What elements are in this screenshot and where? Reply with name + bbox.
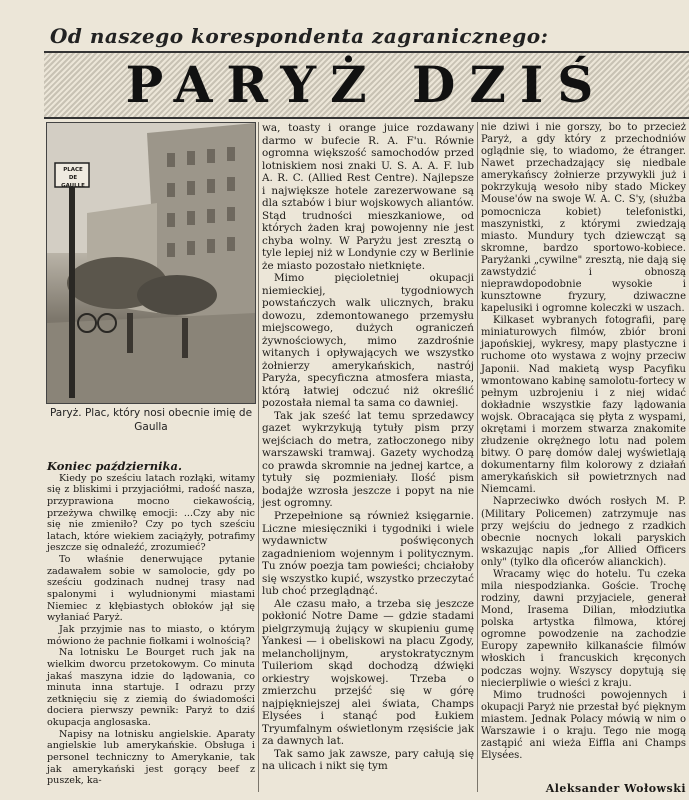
article-column-1	[47, 461, 255, 787]
street-sign-line1: PLACE	[63, 167, 83, 173]
article-column-3	[481, 122, 686, 762]
paragraph: Na lotnisku Le Bourget ruch jak na wielkim dworcu przetokowym. Co minuta jakaś maszyna idzie do lądowania, co minuta inna startuje. I odrazu przy zetknięciu się z ziemią do świadomości dociera pierwszy pewnik: Paryż to dziś okupacja anglosaska.	[47, 647, 255, 729]
author-signature: Aleksander Wołowski	[545, 782, 686, 795]
paragraph: Wracamy więc do hotelu. Tu czeka mila niespodzianka. Goście. Trochę rodziny, dawni przyjaciele, generał Mond, Irasema Dilian, młodziutka polska artystka filmowa, której ogromne powodzenie na zachodzie Europy zapewniło kilkanaście filmów włoskich i francuskich kręconych podczas wojny. Wszyscy dopytują się niecierpliwie o wieści z kraju.	[481, 568, 686, 689]
paragraph: wa, toasty i orange juice rozdawany darmo w bufecie R. A. F'u. Równie ogromna większość samochodów przed lotniskiem nosi znaki U. S. A. A. F. lub A. R. C. (Allied Rest Centre). Najlepsze i największe hotele zarezerwowane są dla sztabów i biur wojskowych aliantów. Stąd trudności mieszkaniowe, od których żaden kraj powojenny nie jest chyba wolny. W Paryżu jest zresztą o tyle lepiej niż w Londynie czy w Berlinie że miasto pozostało nietknięte.	[262, 122, 474, 272]
paragraph: Tak samo jak zawsze, pary całują się na ulicach i nikt się tym	[262, 747, 474, 773]
street-sign-line2: DE GAULLE	[61, 175, 85, 189]
paragraph: Ale czasu mało, a trzeba się jeszcze pokłonić Notre Dame — gdzie stadami pielgrzymują żujący w skupieniu gumę Yankesi — i obeliskowi na placu Zgody, melancholijnym, arystokratycznym Tuileriom skąd dochodzą dźwięki orkiestry wojskowej. Trzeba o zmierzchu przejść się w górę najpiękniejszej alei świata, Champs Elysées i stanąć pod Łukiem Tryumfalnym oświetlonym rzęsiście jak za dawnych lat.	[262, 597, 474, 748]
column-divider	[258, 122, 259, 792]
paragraph: Kilkaset wybranych fotografii, parę miniaturowych filmów, zbiór broni japońskiej, wykresy, mapy plastyczne i ruchome oto wystawa z wojny przeciw Japonii. Nad makietą wysp Pacyfiku wmontowano kabinę samolotu-fortecy w pełnym uzbrojeniu i z niej widać dokładnie wszystkie fazy lądowania wojsk. Obracająca się płyta z wyspami, okrętami i morzem stwarza znakomite złudzenie okrężnego lotu nad polem bitwy. O parę domów dalej wyświetlają dokumentarny film kolorowy z działań amerykańskich sił powietrznych nad Niemcami.	[481, 315, 686, 496]
paragraph: To właśnie denerwujące pytanie zadawałem sobie w samolocie, gdy po sześciu godzinach nudnej trasy nad spalonymi i wyludnionymi miastami Niemiec z kłębiastych obłoków jął się wyłaniać Paryż.	[47, 554, 255, 624]
kicker-line: Od naszego korespondenta zagranicznego:	[50, 24, 549, 48]
paragraph: Przepełnione są również księgarnie. Liczne miesięczniki i tygodniki i wiele wydawnictw poświęconych zagadnieniom wojennym i politycznym. Tu znów poezja tam powieści; chciałoby się wszystko kupić, wszystko przeczytać lub choć przeglądnąć.	[262, 509, 474, 598]
photo-caption: Paryż. Plac, który nosi obecnie imię de Gaulla	[49, 407, 253, 433]
paragraph: Kiedy po sześciu latach rozłąki, witamy się z bliskimi i przyjaciółmi, radość nasza, przyprawiona mocno ciekawością, przeżywa chwilkę emocji: ...Czy aby nic się nie zmieniło? Czy po tych sześciu latach, które wiekiem zaciążyły, potrafimy jeszcze się odnaleźć, zrozumieć?	[47, 472, 255, 554]
paragraph: Mimo trudności powojennych i okupacji Paryż nie przestał być pięknym miastem. Jednak Polacy mówią w nim o Warszawie i o kraju. Tego nie mogą zastąpić ani wieża Eiffla ani Champs Elysées.	[481, 689, 686, 762]
street-sign	[56, 166, 90, 190]
headline: PARYŻ DZIŚ	[125, 55, 608, 114]
paragraph: Tak jak sześć lat temu sprzedawcy gazet wykrzykują tytuły pism przy wejściach do metra, zatłoczonego niby warszawski tramwaj. Gazety wychodzą co prawda skromnie na jednej kartce, a tytuły się pozmieniały. Ilość pism bodajże wzrosła jeszcze i popyt na nie jest ogromny.	[262, 409, 474, 510]
paragraph: nie dziwi i nie gorszy, bo to przecież Paryż, a gdy który z przechodniów oglądnie się, to wiadomo, że étranger. Nawet przechadzający się niedbale amerykańscy żołnierze przywykli już i pokrzykują wesoło niby stado Mickey Mouse'ów na swoje W. A. C. S'y, (służba pomocnicza kobiet) telefonistki, maszynistki, z którymi zwiedzają miasto. Mundury tych dziewcząt są skromne, bardzo sportowo-kobiece. Paryżanki „cywilne" zresztą, nie dają się zawstydzić i obnoszą nieprawdopodobnie wysokie i kunsztowne fryzury, dziwaczne kapelusiki i ogromne koleczki w uszach.	[481, 122, 686, 315]
article-column-2	[262, 122, 474, 773]
paragraph: Mimo pięcioletniej okupacji niemieckiej, tygodniowych powstańczych walk ulicznych, braku dowozu, zdemontowanego przemysłu miejscowego, dużych ograniczeń żywnościowych, mimo zazdrośnie witanych i opływających we wszystko żołnierzy amerykańskich, nastrój Paryża, specyficzna atmosfera miasta, którą łatwiej odczuć niż określić pozostała niemal ta sama co dawniej.	[262, 272, 474, 410]
paragraph: Naprzeciwko dwóch rosłych M. P. (Military Policemen) zatrzymuje nas przy wejściu do jednego z rzadkich obecnie nocnych lokali paryskich wskazując napis „for Allied Officers only" (tylko dla oficerów alianckich).	[481, 496, 686, 568]
paragraph: Jak przyjmie nas to miasto, o którym mówiono że pachnie fiołkami i wolnością?	[47, 623, 255, 647]
street-photo	[46, 122, 256, 404]
street-scene-illustration	[47, 123, 255, 403]
column-divider	[477, 122, 478, 792]
masthead-band	[44, 53, 689, 119]
section-subhead: Koniec października.	[47, 459, 182, 473]
paragraph: Napisy na lotnisku angielskie. Aparaty angielskie lub amerykańskie. Obsługa i personel techniczny to Amerykanie, tak jak amerykański jest gorący beef z puszek, ka-	[47, 728, 255, 787]
